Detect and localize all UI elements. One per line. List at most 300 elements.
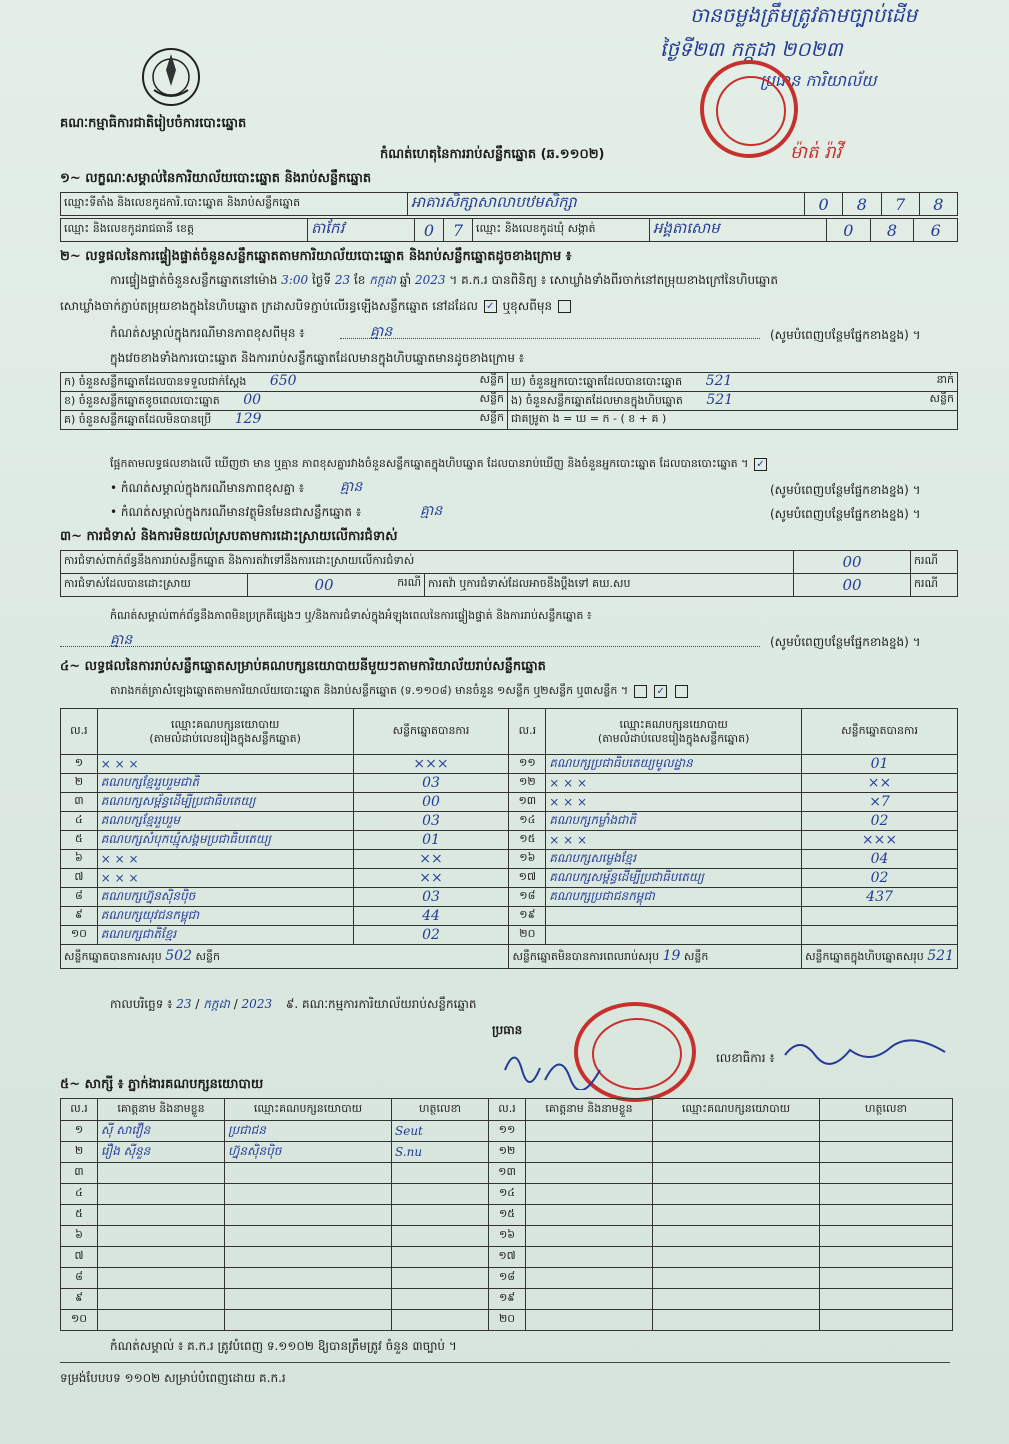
committee-emblem: [140, 46, 202, 108]
col-no: ល.រ: [489, 1099, 526, 1121]
day-value: 23: [334, 273, 351, 287]
witness-signature: [392, 1205, 489, 1226]
witness-signature: [820, 1121, 953, 1142]
row-no: ៥: [61, 831, 98, 850]
party-name: គណបក្សខ្មែររួបរួម: [97, 812, 353, 831]
label: ឃ) ចំនួនអ្នកបោះឆ្នោតដែលបានបោះឆ្នោត: [511, 375, 683, 388]
commune-value: អង្គតាសោម: [650, 219, 827, 242]
witness-signature: [392, 1184, 489, 1205]
bullet2-value: គ្មាន: [420, 503, 443, 519]
divider: [60, 1362, 950, 1363]
location-label: ឈ្មោះទីតាំង និងលេខកូដការិ.បោះឆ្នោត និងរាប់សន្លឹកឆ្នោត: [61, 193, 408, 216]
witness-signature: Seut: [392, 1121, 489, 1142]
dotted-line: [60, 646, 760, 647]
text: តារាងកត់ត្រាសំឡេងឆ្នោតតាមការិយាល័យបោះឆ្នោត និងរាប់សន្លឹកឆ្នោត (ទ.១១០៨) មានចំនួន ១សន្លឹក ឬ២សន្លឹក ឬ៣សន្លឹក ។: [110, 684, 629, 697]
section4-intro: [110, 683, 690, 699]
row-no: ៣: [61, 793, 98, 812]
commune-label: ឈ្មោះ និងលេខកូដឃុំ សង្កាត់: [473, 219, 650, 242]
vote-count: [802, 926, 958, 945]
col-no: ល.រ: [61, 709, 98, 755]
witness-name: [98, 1310, 225, 1331]
section5-heading: ៥~ សាក្សី ៖ ភ្នាក់ងារគណបក្សនយោបាយ: [60, 1077, 264, 1092]
unit: ករណី: [911, 574, 958, 597]
witness-name: ស៊ី សាវឿន: [98, 1121, 225, 1142]
vote-count: ××: [353, 869, 509, 888]
witness-row: [61, 1310, 953, 1331]
text: (តាមលំដាប់លេខរៀងក្នុងសន្លឹកឆ្នោត): [597, 731, 750, 745]
row-no: ១៤: [489, 1184, 526, 1205]
text: ឈ្មោះគណបក្សនយោបាយ: [171, 717, 280, 731]
witness-name: [98, 1184, 225, 1205]
received-ballots-row: [61, 373, 508, 392]
witness-signature: [820, 1268, 953, 1289]
witness-name: [526, 1247, 653, 1268]
fill-hint: (សូមបំពេញបន្ថែមផ្នែកខាងខ្នង) ។: [770, 507, 921, 521]
row-no: ១: [61, 1121, 98, 1142]
vote-count: 03: [353, 812, 509, 831]
chair-signature: [500, 1040, 610, 1090]
witness-party: [225, 1268, 392, 1289]
row-no: ១៩: [489, 1289, 526, 1310]
col-name: គោត្តនាម និងនាមខ្លួន: [98, 1099, 225, 1121]
chair-label: ប្រធាន: [492, 1023, 523, 1037]
vote-count: ×××: [802, 831, 958, 850]
results-row: [61, 831, 958, 850]
witness-party: [653, 1289, 820, 1310]
row-no: ១៥: [509, 831, 546, 850]
certified-note: ចាន​ចម្លងត្រឹមត្រូវ​តាមច្បាប់ដើម: [690, 3, 918, 27]
text: ឆ្នាំ: [399, 273, 412, 287]
fill-hint: (សូមបំពេញបន្ថែមផ្នែកខាងខ្នង) ។: [770, 635, 921, 649]
text: (តាមលំដាប់លេខរៀងក្នុងសន្លឹកឆ្នោត): [149, 731, 301, 745]
label: ង) ចំនួនសន្លឹកឆ្នោតដែលមានក្នុងហិបឆ្នោត: [511, 394, 683, 407]
witness-name: រឿង ស៊ីនួន: [98, 1142, 225, 1163]
label: កាលបរិច្ឆេទ ៖: [110, 997, 173, 1011]
unit: សន្លឹក: [479, 392, 504, 405]
row-no: ១០: [61, 1310, 98, 1331]
text: ។ គ.ក.រ បានពិនិត្យ ៖ សោឃ្លាំងទាំងពីរចាក់នៅតម្រុយខាងក្រៅនៃហិបឆ្នោត: [449, 273, 778, 287]
code-digit: 0: [827, 219, 871, 242]
witness-name: [98, 1205, 225, 1226]
row-no: ១៨: [509, 888, 546, 907]
party-name: គណបក្សសម្ព័ន្ធដើម្បីប្រជាធិបតេយ្យ: [97, 793, 353, 812]
row-no: ១៨: [489, 1268, 526, 1289]
col-name: គោត្តនាម និងនាមខ្លួន: [526, 1099, 653, 1121]
witness-signature: [392, 1226, 489, 1247]
difference-note-value: គ្មាន: [370, 324, 393, 340]
witness-party: [653, 1142, 820, 1163]
witness-row: [61, 1268, 953, 1289]
party-name: [546, 907, 802, 926]
spoiled-ballots-value: 00: [243, 392, 262, 408]
col-votes: សន្លឹកឆ្នោតបានការ: [802, 709, 958, 755]
section2-heading: ២~ លទ្ធផលនៃការផ្ទៀងផ្ទាត់ចំនួនសន្លឹកឆ្នោតតាមការិយាល័យបោះឆ្នោត និងរាប់សន្លឹកឆ្នោតដូចខាងក្រោម ៖: [60, 249, 572, 264]
party-name: × × ×: [546, 831, 802, 850]
party-name: × × ×: [97, 869, 353, 888]
two-sheets-checkbox[interactable]: ✓: [654, 685, 667, 698]
results-row: [61, 869, 958, 888]
changed-checkbox[interactable]: [558, 300, 571, 313]
witness-party: ប្រជាជន: [225, 1121, 392, 1142]
unit: សន្លឹក: [195, 949, 220, 963]
vote-count: 01: [353, 831, 509, 850]
party-name: × × ×: [97, 850, 353, 869]
party-name: គណបក្សហ្វ៊ុនស៊ិនប៉ិច: [97, 888, 353, 907]
party-name: [546, 926, 802, 945]
unit: សន្លឹក: [683, 949, 709, 963]
party-name: × × ×: [546, 793, 802, 812]
row-no: ៣: [61, 1163, 98, 1184]
committee-label: ៩. គណៈកម្មការការិយាល័យរាប់សន្លឹកឆ្នោត: [285, 997, 477, 1011]
unit: នាក់: [936, 373, 954, 386]
bullet1-value: គ្មាន: [340, 479, 363, 495]
vote-count: ×××: [353, 755, 509, 774]
witness-party: [225, 1247, 392, 1268]
vote-count: 04: [802, 850, 958, 869]
row-no: ៩: [61, 907, 98, 926]
party-name: គណបក្សកម្លាំងជាតិ: [546, 812, 802, 831]
party-name: គណបក្សសំបុកឃ្មុំសង្គមប្រជាធិបតេយ្យ: [97, 831, 353, 850]
vote-count: [802, 907, 958, 926]
party-name: × × ×: [97, 755, 353, 774]
row-no: ១៦: [489, 1226, 526, 1247]
dotted-line: [340, 338, 760, 339]
results-table: [60, 708, 958, 969]
ballot-counts-table: [60, 372, 958, 430]
witness-party: [653, 1121, 820, 1142]
row-no: ១២: [489, 1142, 526, 1163]
province-table: [60, 218, 958, 242]
witness-party: [653, 1247, 820, 1268]
vote-count: 00: [353, 793, 509, 812]
row-no: ១១: [489, 1121, 526, 1142]
label: ក) ចំនួនសន្លឹកឆ្នោតដែលបានទទួលជាក់ស្តែង: [64, 375, 247, 388]
form-code: ទម្រង់បែបបទ ១១០២ សម្រាប់បំពេញដោយ គ.ក.រ: [60, 1371, 286, 1385]
witness-signature: [820, 1289, 953, 1310]
secretary-signature: [780, 1030, 950, 1070]
box-ballots-value: 521: [706, 392, 734, 408]
received-ballots-value: 650: [269, 373, 297, 389]
date-month: កក្កដា: [203, 997, 230, 1011]
secretary-label: លេខាធិការ ៖: [716, 1051, 775, 1065]
fill-hint: (សូមបំពេញបន្ថែមផ្នែកខាងខ្នង) ។: [770, 328, 921, 342]
witness-party: [653, 1226, 820, 1247]
vote-count: 02: [802, 812, 958, 831]
witness-row: [61, 1226, 953, 1247]
date-line: កាលបរិច្ឆេទ ៖ 23 / កក្កដា / 2023 ៩. គណៈកម្មការការិយាល័យរាប់សន្លឹកឆ្នោត: [110, 997, 477, 1011]
witness-signature: [820, 1226, 953, 1247]
witness-party: [653, 1205, 820, 1226]
voters-row: [508, 373, 958, 392]
row-no: ៥: [61, 1205, 98, 1226]
witness-signature: [820, 1184, 953, 1205]
witness-row: [61, 1121, 953, 1142]
date-year: 2023: [241, 997, 273, 1011]
unit: សន្លឹក: [479, 411, 504, 424]
row-no: ១៣: [489, 1163, 526, 1184]
unchanged-checkbox[interactable]: ✓: [484, 300, 497, 313]
difference-line: [110, 456, 769, 472]
party-name: គណបក្សសម្លេងខ្មែរ: [546, 850, 802, 869]
witness-row: [61, 1205, 953, 1226]
party-name: គណបក្សខ្មែររួបរួមជាតិ: [97, 774, 353, 793]
row-no: ១៧: [489, 1247, 526, 1268]
witness-signature: S.nu: [392, 1142, 489, 1163]
row-no: ៤: [61, 812, 98, 831]
voters-value: 521: [705, 373, 733, 389]
witness-row: [61, 1184, 953, 1205]
certified-title: ប្រធាន ការិយាល័យ: [760, 71, 877, 90]
party-name: គណបក្សសម្ព័ន្ធដើម្បីប្រជាធិបតេយ្យ: [546, 869, 802, 888]
party-name: គណបក្សជាតិខ្មែរ: [97, 926, 353, 945]
row-no: ២០: [489, 1310, 526, 1331]
unit: សន្លឹក: [929, 392, 954, 405]
fill-hint: (សូមបំពេញបន្ថែមផ្នែកខាងខ្នង) ។: [770, 483, 921, 497]
time-value: 3:00: [281, 273, 309, 287]
witness-name: [98, 1247, 225, 1268]
label: សន្លឹកឆ្នោតមិនបានការពេលរាប់សរុប: [512, 949, 660, 963]
code-digit: 6: [914, 219, 958, 242]
vote-count: ×7: [802, 793, 958, 812]
total-invalid-cell: [509, 945, 802, 969]
row-no: ៧: [61, 1247, 98, 1268]
witness-signature: [820, 1310, 953, 1331]
official-stamp-top: [700, 60, 798, 158]
section1-heading: ១~ លក្ខណៈសម្គាល់នៃការិយាល័យបោះឆ្នោត និងរាប់សន្លឹកឆ្នោត: [60, 171, 372, 186]
results-row: [61, 793, 958, 812]
witness-signature: [392, 1163, 489, 1184]
code-digit: 7: [444, 219, 473, 242]
witness-signature: [820, 1205, 953, 1226]
code-digit: 0: [415, 219, 444, 242]
total-box-value: 521: [927, 947, 954, 964]
label: សន្លឹកឆ្នោតបានការសរុប: [64, 949, 162, 963]
row-no: ២០: [509, 926, 546, 945]
vote-count: 01: [802, 755, 958, 774]
text: ឬខុសពីមុន: [502, 299, 553, 313]
irregularity-note-value: គ្មាន: [110, 632, 133, 648]
complaints-label: ការជំទាស់ពាក់ព័ន្ធនឹងការរាប់សន្លឹកឆ្នោត និងការតវ៉ាទៅនឹងការដោះស្រាយលើការជំទាស់: [61, 551, 794, 574]
row-no: ១៥: [489, 1205, 526, 1226]
witness-row: [61, 1163, 953, 1184]
row-no: ២: [61, 1142, 98, 1163]
row-no: ២: [61, 774, 98, 793]
vote-count: ××: [802, 774, 958, 793]
col-votes: សន្លឹកឆ្នោតបានការ: [353, 709, 509, 755]
label: គ) ចំនួនសន្លឹកឆ្នោតដែលមិនបានប្រើ: [64, 413, 212, 426]
witness-party: [225, 1226, 392, 1247]
row-no: ៩: [61, 1289, 98, 1310]
irregularity-note-label: កំណត់សម្គាល់ពាក់ព័ន្ធនឹងភាពមិនប្រក្រតីផ្សេងៗ ឬ/និងការជំទាស់ក្នុងអំឡុងពេលនៃការផ្ទៀងផ្ទាត់ និងការរាប់សន្លឹកឆ្នោត ៖: [110, 609, 592, 622]
col-party: ឈ្មោះគណបក្សនយោបាយ: [653, 1099, 820, 1121]
row-no: ១: [61, 755, 98, 774]
witness-row: [61, 1247, 953, 1268]
date-day: 23: [176, 997, 192, 1011]
witness-name: [526, 1268, 653, 1289]
witness-name: [98, 1226, 225, 1247]
witness-party: [653, 1310, 820, 1331]
row-no: ៤: [61, 1184, 98, 1205]
col-sign: ហត្ថលេខា: [820, 1099, 953, 1121]
code-digit: 8: [870, 219, 914, 242]
verification-line: [110, 272, 778, 288]
results-row: [61, 812, 958, 831]
witness-signature: [392, 1289, 489, 1310]
witness-name: [98, 1163, 225, 1184]
year-value: 2023: [414, 273, 446, 287]
witness-name: [526, 1184, 653, 1205]
witness-party: [225, 1205, 392, 1226]
vote-count: 44: [353, 907, 509, 926]
witness-name: [526, 1163, 653, 1184]
party-name: × × ×: [546, 774, 802, 793]
vote-count: 03: [353, 774, 509, 793]
witness-name: [98, 1268, 225, 1289]
witness-name: [526, 1289, 653, 1310]
unused-ballots-value: 129: [234, 411, 262, 427]
results-row: [61, 888, 958, 907]
witness-table: [60, 1098, 953, 1331]
province-label: ឈ្មោះ និងលេខកូដរាជធានី ខេត្ត: [61, 219, 308, 242]
row-no: ១២: [509, 774, 546, 793]
results-row: [61, 755, 958, 774]
box-ballots-row: [508, 392, 958, 411]
total-box-cell: [802, 945, 958, 969]
one-sheet-checkbox[interactable]: [634, 685, 647, 698]
witness-signature: [820, 1142, 953, 1163]
witness-name: [526, 1226, 653, 1247]
witness-name: [526, 1121, 653, 1142]
witness-party: [225, 1310, 392, 1331]
col-party: ឈ្មោះគណបក្សនយោបាយ: [225, 1099, 392, 1121]
location-value: អាគារសិក្សាសាលាបឋមសិក្សា: [408, 193, 805, 216]
value: 00: [314, 576, 334, 594]
resolved-label: ការជំទាស់ដែលបានដោះស្រាយ: [61, 574, 248, 597]
complaints-table: [60, 550, 958, 597]
total-valid-value: 502: [165, 947, 192, 964]
witness-name: [526, 1310, 653, 1331]
certified-date: ថ្ងៃទី២៣ កក្កដា ២០២៣: [660, 37, 843, 61]
party-name: គណបក្សប្រជាជនកម្ពុជា: [546, 888, 802, 907]
footnote: កំណត់សម្គាល់ ៖ គ.ក.រ ត្រូវបំពេញ ទ.១១០២ ឱ្យបានត្រឹមត្រូវ ចំនួន ៣ច្បាប់ ។: [110, 1339, 457, 1353]
row-no: ៨: [61, 888, 98, 907]
section3-heading: ៣~ ការជំទាស់ និងការមិនយល់ស្របតាមការដោះស្រាយលើការជំទាស់: [60, 529, 398, 544]
month-value: កក្កដា: [369, 273, 396, 287]
total-invalid-value: 19: [662, 947, 681, 964]
bullet1-label: • កំណត់សម្គាល់ក្នុងករណីមានភាពខុសគ្នា ៖: [110, 481, 305, 495]
code-digit: 7: [881, 193, 919, 216]
party-name: គណបក្សប្រជាធិបតេយ្យមូលដ្ឋាន: [546, 755, 802, 774]
row-no: ១៧: [509, 869, 546, 888]
witness-party: [225, 1184, 392, 1205]
spoiled-ballots-row: [61, 392, 508, 411]
unit: ករណី: [397, 576, 421, 589]
witness-signature: [392, 1247, 489, 1268]
witness-row: [61, 1289, 953, 1310]
vote-count: ××: [353, 850, 509, 869]
witness-party: [653, 1163, 820, 1184]
results-row: [61, 850, 958, 869]
text: ខែ: [353, 273, 366, 287]
row-no: ៨: [61, 1268, 98, 1289]
vote-count: 02: [802, 869, 958, 888]
results-row: [61, 774, 958, 793]
row-no: ៦: [61, 850, 98, 869]
party-name: គណបក្សយុវជនកម្ពុជា: [97, 907, 353, 926]
bullet2-label: • កំណត់សម្គាល់ក្នុងករណីមានវត្ថុមិនមែនជាសន្លឹកឆ្នោត ៖: [110, 505, 362, 519]
code-digit: 8: [919, 193, 957, 216]
row-no: ១៩: [509, 907, 546, 926]
col-sign: ហត្ថលេខា: [392, 1099, 489, 1121]
label: សន្លឹកឆ្នោតក្នុងហិបឆ្នោតសរុប: [805, 949, 924, 963]
col-no: ល.រ: [61, 1099, 98, 1121]
vote-count: 03: [353, 888, 509, 907]
signature-name: ម៉ាត់ រ៉ាវី: [790, 142, 842, 163]
committee-name: គណៈកម្មាធិការជាតិរៀបចំការបោះឆ្នោត: [60, 116, 247, 131]
no-difference-checkbox[interactable]: ✓: [754, 458, 767, 471]
counts-intro: ក្នុងវេចខាងទាំងការបោះឆ្នោត និងការរាប់សន្លឹកឆ្នោតដែលមានក្នុងហិបឆ្នោតមានដូចខាងក្រោម ៖: [110, 351, 525, 365]
col-no: ល.រ: [509, 709, 546, 755]
vote-count: 02: [353, 926, 509, 945]
row-no: ១៦: [509, 850, 546, 869]
section4-heading: ៤~ លទ្ធផលនៃការរាប់សន្លឹកឆ្នោតសម្រាប់គណបក្សនយោបាយនីមួយៗតាមការិយាល័យរាប់សន្លឹកឆ្នោត: [60, 659, 546, 674]
total-valid-cell: [61, 945, 509, 969]
witness-row: [61, 1142, 953, 1163]
row-no: ១៤: [509, 812, 546, 831]
text: ឈ្មោះគណបក្សនយោបាយ: [619, 717, 728, 731]
unit: សន្លឹក: [479, 373, 504, 386]
witness-name: [526, 1142, 653, 1163]
three-sheets-checkbox[interactable]: [675, 685, 688, 698]
witness-signature: [392, 1268, 489, 1289]
appeal-value: 00: [794, 574, 911, 597]
row-no: ៦: [61, 1226, 98, 1247]
code-digit: 8: [843, 193, 881, 216]
results-row: [61, 907, 958, 926]
form-title: កំណត់ហេតុនៃការរាប់សន្លឹកឆ្នោត (ឆ.១១០២): [380, 147, 605, 162]
witness-signature: [820, 1247, 953, 1268]
text: សោឃ្លាំងចាក់ភ្ជាប់តម្រុយខាងក្នុងនៃហិបឆ្នោត ក្រដាសបិទភ្ជាប់លើរន្ធ​ឡើងសន្លឹកឆ្នោត នៅដដែល: [60, 299, 478, 313]
witness-party: [225, 1163, 392, 1184]
col-party: [546, 709, 802, 755]
witness-party: [653, 1184, 820, 1205]
unused-ballots-row: [61, 411, 508, 430]
row-no: ៧: [61, 869, 98, 888]
row-no: ១៣: [509, 793, 546, 812]
complaints-value: 00: [794, 551, 911, 574]
row-no: ១១: [509, 755, 546, 774]
province-value: តាកែវ: [308, 219, 415, 242]
appeal-label: ការតវ៉ា ឬការជំទាស់ដែលអាចនឹងប្ដឹងទៅ គឃ.សប: [425, 574, 794, 597]
code-digit: 0: [805, 193, 843, 216]
difference-note-label: កំណត់សម្គាល់ក្នុងករណីមានភាពខុសពីមុន ៖: [110, 326, 305, 340]
row-no: ១០: [61, 926, 98, 945]
witness-party: [225, 1289, 392, 1310]
unit: ករណី: [911, 551, 958, 574]
col-party: [97, 709, 353, 755]
witness-name: [526, 1205, 653, 1226]
resolved-value: [248, 574, 425, 597]
witness-name: [98, 1289, 225, 1310]
label: ខ) ចំនួនសន្លឹកឆ្នោតខូចពេលបោះឆ្នោត: [64, 394, 220, 407]
vote-count: 437: [802, 888, 958, 907]
witness-signature: [392, 1310, 489, 1331]
results-row: [61, 926, 958, 945]
formula: ជាគម្រូតា ង = ឃ = ក - ( ខ + គ ): [508, 411, 958, 430]
location-table: [60, 192, 958, 216]
witness-party: [653, 1268, 820, 1289]
witness-party: ហ្វ៊ុនស៊ិនប៉ិច: [225, 1142, 392, 1163]
